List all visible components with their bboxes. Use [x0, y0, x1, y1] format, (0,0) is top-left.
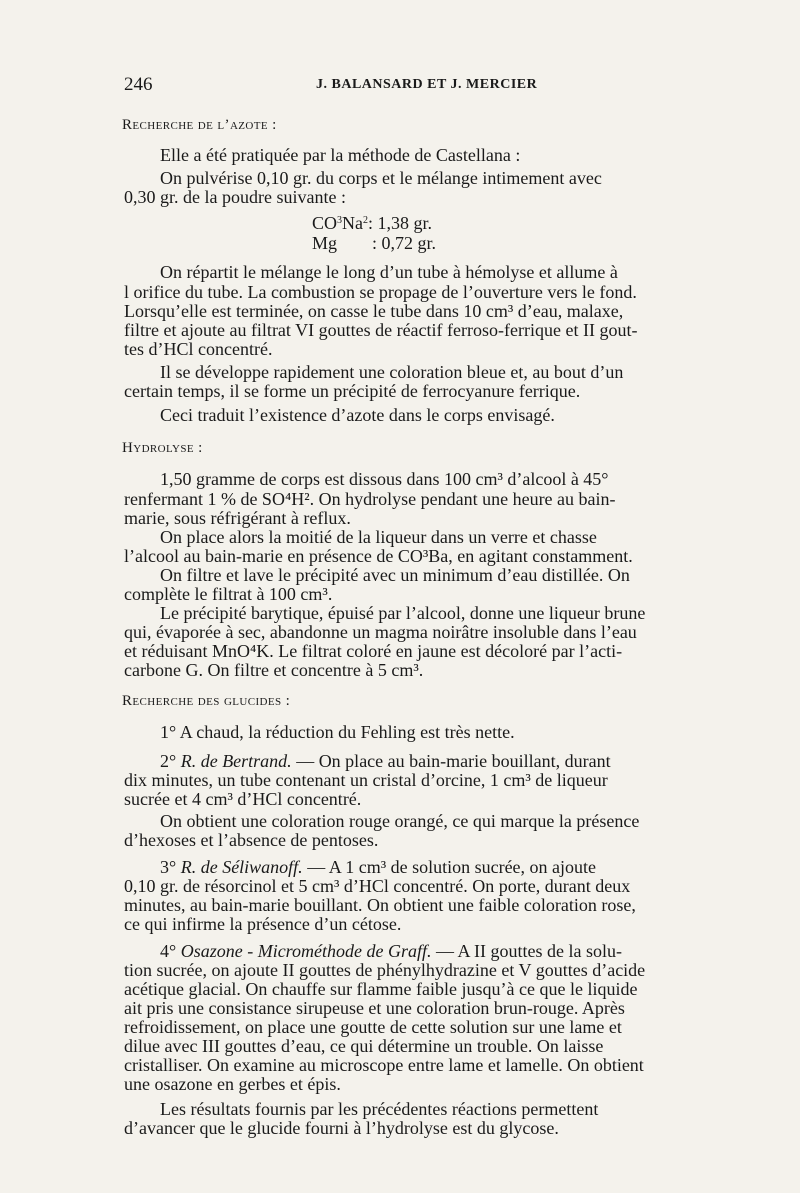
page-number: 246: [124, 74, 153, 95]
paragraph-line: certain temps, il se forme un précipité de ferrocyanure ferrique.: [124, 381, 581, 401]
formula-row-2: Mg: [312, 233, 338, 253]
paragraph-line: et réduisant MnO⁴K. Le filtrat coloré en jaune est décoloré par l’acti-: [124, 641, 623, 661]
paragraph-line: 1,50 gramme de corps est dissous dans 100 cm³ d’alcool à 45°: [160, 469, 609, 489]
formula-row-1: $CO^3Na^2$: [312, 213, 369, 233]
paragraph-line: filtre et ajoute au filtrat VI gouttes de réactif ferroso-ferrique et II gout-: [124, 320, 638, 340]
paragraph-line: 0,30 gr. de la poudre suivante :: [124, 187, 346, 207]
paragraph-line: Lorsqu’elle est terminée, on casse le tube dans 10 cm³ d’eau, malaxe,: [124, 301, 624, 321]
paragraph-line: cristalliser. On examine au microscope entre lame et lamelle. On obtient: [124, 1055, 644, 1075]
paragraph-line: On pulvérise 0,10 gr. du corps et le mélange intimement avec: [160, 168, 602, 188]
paragraph-line: qui, évaporée à sec, abandonne un magma noirâtre insoluble dans l’eau: [124, 622, 637, 642]
paragraph-line: Ceci traduit l’existence d’azote dans le corps envisagé.: [160, 405, 555, 425]
page-header: [124, 74, 734, 96]
paragraph-line: refroidissement, on place une goutte de cette solution sur une lame et: [124, 1017, 622, 1037]
paragraph-line: Le précipité barytique, épuisé par l’alcool, donne une liqueur brune: [160, 603, 646, 623]
paragraph-line: une osazone en gerbes et épis.: [124, 1074, 341, 1094]
paragraph-line: 3° R. de Séliwanoff. — A 1 cm³ de solution sucrée, on ajoute: [160, 857, 597, 877]
paragraph-line: 4° Osazone - Microméthode de Graff. — A II gouttes de la solu-: [160, 941, 622, 961]
section-heading-azote: Recherche de l’azote :: [122, 117, 277, 133]
paragraph-line: sucrée et 4 cm³ d’HCl concentré.: [124, 789, 362, 809]
paragraph-line: marie, sous réfrigérant à reflux.: [124, 508, 351, 528]
paragraph-line: d’hexoses et l’absence de pentoses.: [124, 830, 379, 850]
paragraph-line: acétique glacial. On chauffe sur flamme faible jusqu’à ce que le liquide: [124, 979, 638, 999]
paragraph-line: On répartit le mélange le long d’un tube à hémolyse et allume à: [160, 262, 618, 282]
paragraph-line: 1° A chaud, la réduction du Fehling est très nette.: [160, 722, 515, 742]
paragraph-line: carbone G. On filtre et concentre à 5 cm³.: [124, 660, 424, 680]
paragraph-line: On filtre et lave le précipité avec un minimum d’eau distillée. On: [160, 565, 630, 585]
paragraph-line: ait pris une consistance sirupeuse et une coloration brun-rouge. Après: [124, 998, 625, 1018]
paragraph-line: tes d’HCl concentré.: [124, 339, 273, 359]
paragraph-line: complète le filtrat à 100 cm³.: [124, 584, 333, 604]
paragraph-line: Les résultats fournis par les précédentes réactions permettent: [160, 1099, 599, 1119]
paragraph-line: dix minutes, un tube contenant un cristal d’orcine, 1 cm³ de liqueur: [124, 770, 608, 790]
paragraph-line: On place alors la moitié de la liqueur dans un verre et chasse: [160, 527, 597, 547]
paragraph-line: minutes, au bain-marie bouillant. On obtient une faible coloration rose,: [124, 895, 636, 915]
paragraph-line: Elle a été pratiquée par la méthode de Castellana :: [160, 145, 521, 165]
paragraph-line: tion sucrée, on ajoute II gouttes de phénylhydrazine et V gouttes d’acide: [124, 960, 646, 980]
paragraph-line: Il se développe rapidement une coloration bleue et, au bout d’un: [160, 362, 624, 382]
paragraph-line: d’avancer que le glucide fourni à l’hydrolyse est du glycose.: [124, 1118, 559, 1138]
formula-value-2: : 0,72 gr.: [372, 233, 437, 253]
formula-value-1: : 1,38 gr.: [368, 213, 433, 233]
paragraph-line: 0,10 gr. de résorcinol et 5 cm³ d’HCl concentré. On porte, durant deux: [124, 876, 631, 896]
paragraph-line: l’alcool au bain-marie en présence de CO³Ba, en agitant constamment.: [124, 546, 633, 566]
section-heading-glucides: Recherche des glucides :: [122, 693, 291, 709]
paragraph-line: On obtient une coloration rouge orangé, ce qui marque la présence: [160, 811, 640, 831]
running-title: J. BALANSARD ET J. MERCIER: [316, 77, 538, 92]
paragraph-line: l orifice du tube. La combustion se propage de l’ouverture vers le fond.: [124, 282, 637, 302]
section-heading-hydrolyse: Hydrolyse :: [122, 440, 203, 456]
paragraph-line: dilue avec III gouttes d’eau, ce qui détermine un trouble. On laisse: [124, 1036, 604, 1056]
paragraph-line: renfermant 1 % de SO⁴H². On hydrolyse pendant une heure au bain-: [124, 489, 616, 509]
paragraph-line: 2° R. de Bertrand. — On place au bain-marie bouillant, durant: [160, 751, 611, 771]
paragraph-line: ce qui infirme la présence d’un cétose.: [124, 914, 402, 934]
